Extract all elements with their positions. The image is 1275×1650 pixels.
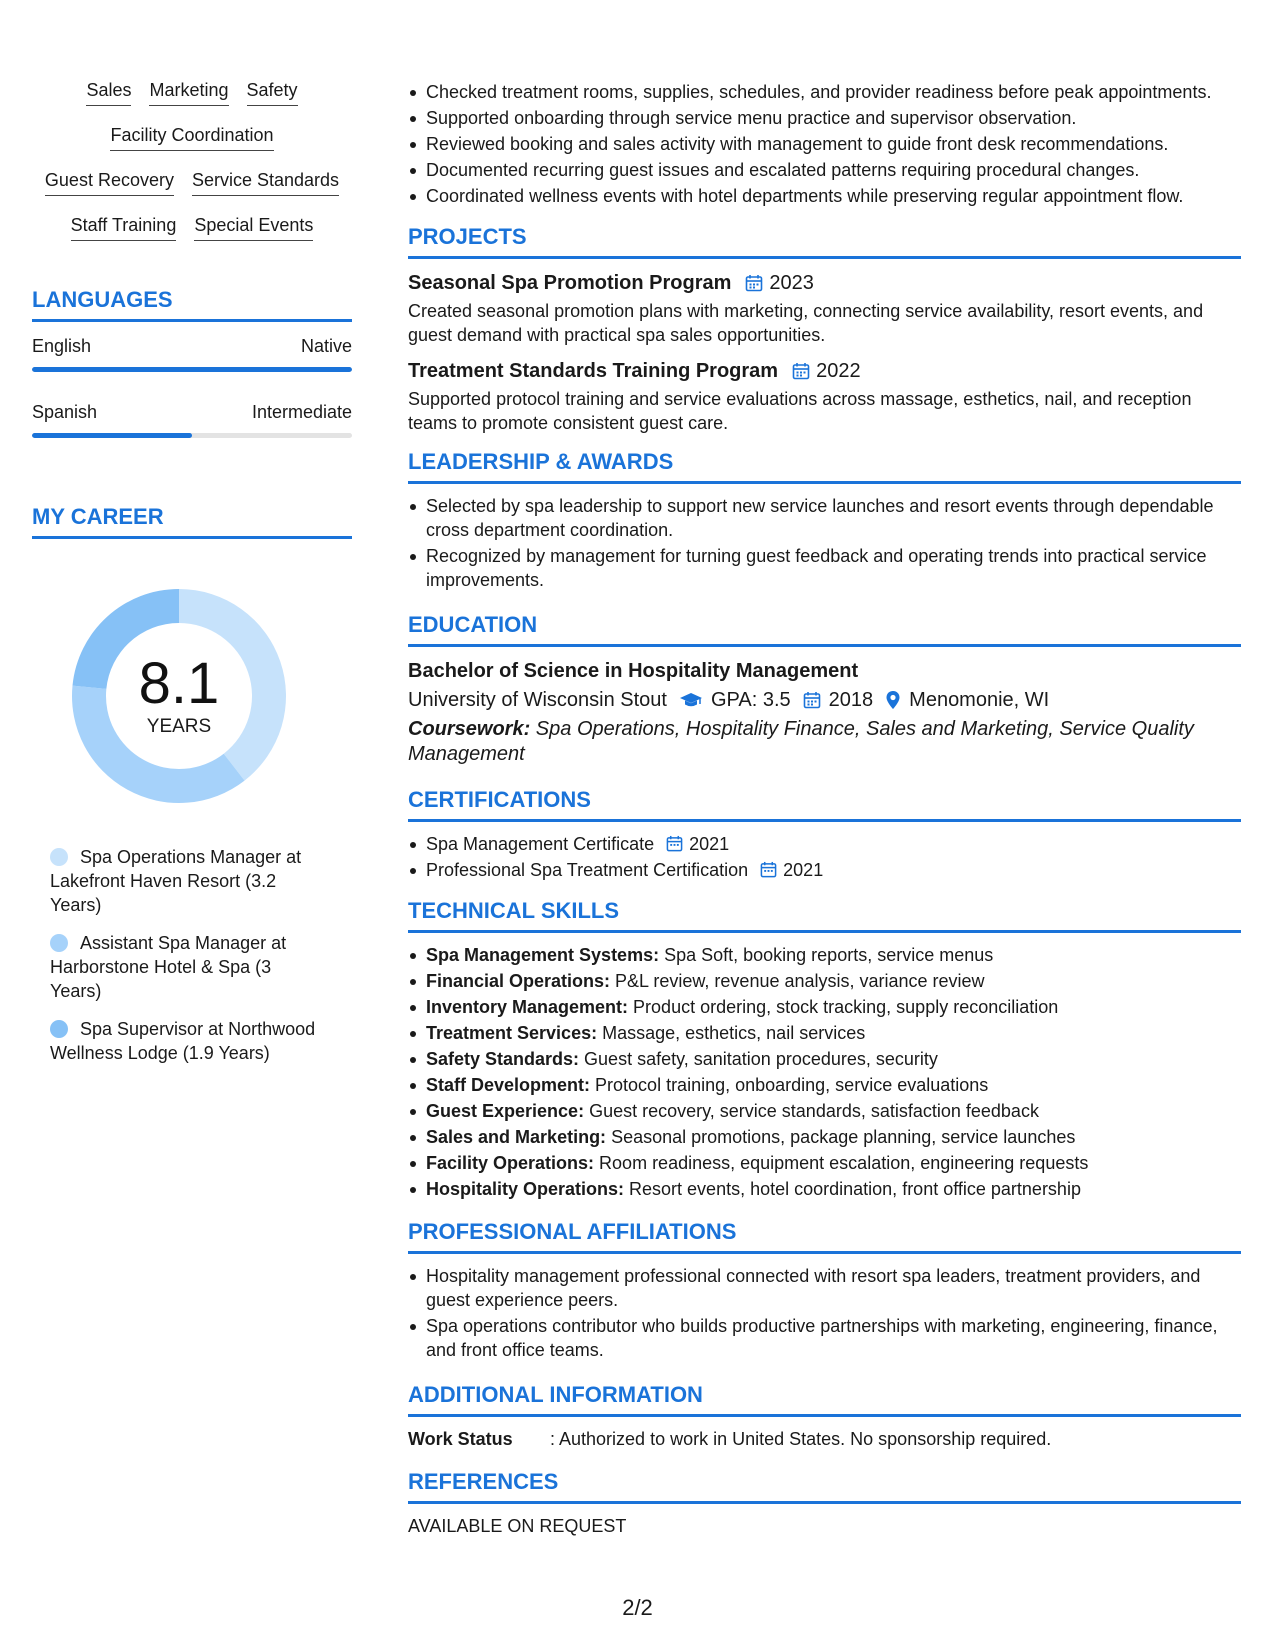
references-text: AVAILABLE ON REQUEST	[408, 1516, 627, 1536]
list-item: Spa Management Systems: Spa Soft, booking reports, service menus	[408, 943, 1241, 967]
list-item: Selected by spa leadership to support new service launches and resort events through dependable cross department coordination.	[408, 494, 1241, 542]
skill-tag: Sales	[86, 80, 131, 106]
list-item: Documented recurring guest issues and escalated patterns requiring procedural changes.	[408, 158, 1241, 182]
skill-tag-row	[32, 125, 352, 151]
affiliations-list	[408, 1264, 1241, 1362]
list-item: Facility Operations: Room readiness, equipment escalation, engineering requests	[408, 1151, 1241, 1175]
graduation-cap-icon	[679, 691, 703, 709]
left-column	[32, 80, 352, 1079]
calendar-icon	[666, 835, 683, 852]
career-legend-item: Spa Supervisor at Northwood Wellness Lodge (1.9 Years)	[50, 1019, 316, 1063]
additional-info-heading: ADDITIONAL INFORMATION	[408, 1382, 1241, 1417]
list-item: Guest Experience: Guest recovery, service standards, satisfaction feedback	[408, 1099, 1241, 1123]
skill-tag: Special Events	[194, 215, 313, 241]
list-item: Financial Operations: P&L review, revenue analysis, variance review	[408, 969, 1241, 993]
work-status-row	[408, 1427, 1241, 1451]
coursework: Coursework: Spa Operations, Hospitality Finance, Sales and Marketing, Service Quality Management	[408, 718, 1194, 765]
list-item: Reviewed booking and sales activity with management to guide front desk recommendations.	[408, 132, 1241, 156]
page-number: 2/2	[622, 1595, 653, 1620]
certification-name: Spa Management Certificate	[426, 834, 655, 854]
list-item: Supported onboarding through service menu practice and supervisor observation.	[408, 106, 1241, 130]
certification-year: 2021	[689, 834, 730, 854]
list-item: Staff Development: Protocol training, onboarding, service evaluations	[408, 1073, 1241, 1097]
skill-tag: Facility Coordination	[110, 125, 273, 151]
skill-tag-row	[32, 80, 352, 106]
language-level: Native	[300, 336, 352, 356]
project-description: Created seasonal promotion plans with marketing, connecting service availability, resort events, and guest demand with practical spa sales opportunities.	[408, 301, 1204, 345]
education-heading: EDUCATION	[408, 612, 1241, 647]
skill-tag-row	[32, 215, 352, 241]
list-item: Sales and Marketing: Seasonal promotions, package planning, service launches	[408, 1125, 1241, 1149]
school-name: University of Wisconsin Stout	[408, 689, 667, 711]
skill-tag: Marketing	[149, 80, 228, 106]
legend-dot	[50, 1020, 68, 1038]
certifications-heading: CERTIFICATIONS	[408, 787, 1241, 822]
calendar-icon	[792, 362, 810, 380]
career-legend-item: Spa Operations Manager at Lakefront Haven Resort (3.2 Years)	[50, 847, 302, 915]
skill-tag-row	[32, 170, 352, 196]
list-item: Coordinated wellness events with hotel departments while preserving regular appointment flow.	[408, 184, 1241, 208]
certification-year: 2021	[783, 860, 824, 880]
list-item	[408, 858, 1241, 882]
leadership-list	[408, 494, 1241, 592]
language-name: English	[32, 336, 92, 356]
language-item	[32, 336, 352, 372]
list-item: Checked treatment rooms, supplies, schedules, and provider readiness before peak appointments.	[408, 80, 1241, 104]
degree-title: Bachelor of Science in Hospitality Management	[408, 660, 859, 682]
graduation-year: 2018	[828, 689, 874, 711]
project-item	[408, 357, 1241, 435]
calendar-icon	[745, 274, 763, 292]
project-year: 2023	[769, 272, 814, 294]
language-level: Intermediate	[251, 402, 352, 422]
work-status-label: Work Status	[408, 1429, 513, 1449]
leadership-heading: LEADERSHIP & AWARDS	[408, 449, 1241, 484]
work-status-value: : Authorized to work in United States. No sponsorship required.	[550, 1429, 1052, 1449]
technical-skills-heading: TECHNICAL SKILLS	[408, 898, 1241, 933]
location-pin-icon	[885, 690, 901, 710]
language-name: Spanish	[32, 402, 98, 422]
school-location: Menomonie, WI	[909, 689, 1050, 711]
calendar-icon	[803, 691, 821, 709]
list-item: Safety Standards: Guest safety, sanitation procedures, security	[408, 1047, 1241, 1071]
list-item	[408, 832, 1241, 856]
list-item: Treatment Services: Massage, esthetics, nail services	[408, 1021, 1241, 1045]
skill-tag: Guest Recovery	[45, 170, 174, 196]
experience-bullets	[408, 80, 1241, 208]
education-details	[408, 685, 1241, 715]
languages-heading: LANGUAGES	[32, 287, 352, 322]
career-years-label: YEARS	[146, 716, 212, 737]
technical-skills-list	[408, 943, 1241, 1201]
affiliations-heading: PROFESSIONAL AFFILIATIONS	[408, 1219, 1241, 1254]
legend-dot	[50, 934, 68, 952]
language-bar-fill	[32, 367, 352, 372]
skill-tag: Staff Training	[71, 215, 177, 241]
project-year: 2022	[816, 360, 861, 382]
list-item: Hospitality management professional connected with resort spa leaders, treatment providers, and guest experience peers.	[408, 1264, 1241, 1312]
legend-dot	[50, 848, 68, 866]
language-bar	[32, 433, 352, 438]
list-item: Recognized by management for turning guest feedback and operating trends into practical service improvements.	[408, 544, 1241, 592]
career-heading: MY CAREER	[32, 504, 352, 539]
career-donut-chart	[66, 583, 292, 809]
language-item	[32, 402, 352, 438]
project-description: Supported protocol training and service evaluations across massage, esthetics, nail, and reception teams to promote consistent guest care.	[408, 389, 1192, 433]
certification-name: Professional Spa Treatment Certification	[426, 860, 749, 880]
gpa: GPA: 3.5	[710, 689, 791, 711]
career-total-years: 8.1	[138, 651, 220, 716]
project-name: Treatment Standards Training Program	[408, 360, 779, 382]
project-name: Seasonal Spa Promotion Program	[408, 272, 732, 294]
calendar-icon	[760, 861, 777, 878]
skill-tags	[32, 80, 352, 241]
skill-tag: Safety	[247, 80, 298, 106]
list-item: Spa operations contributor who builds productive partnerships with marketing, engineering, finance, and front office teams.	[408, 1314, 1241, 1362]
language-bar-fill	[32, 433, 192, 438]
projects-heading: PROJECTS	[408, 224, 1241, 259]
project-item	[408, 269, 1241, 347]
career-legend-item: Assistant Spa Manager at Harborstone Hotel & Spa (3 Years)	[50, 933, 287, 1001]
list-item: Inventory Management: Product ordering, stock tracking, supply reconciliation	[408, 995, 1241, 1019]
skill-tag: Service Standards	[192, 170, 339, 196]
career-legend	[50, 845, 325, 1065]
language-bar	[32, 367, 352, 372]
list-item: Hospitality Operations: Resort events, hotel coordination, front office partnership	[408, 1177, 1241, 1201]
right-column	[408, 80, 1241, 1538]
certifications-list	[408, 832, 1241, 882]
references-heading: REFERENCES	[408, 1469, 1241, 1504]
